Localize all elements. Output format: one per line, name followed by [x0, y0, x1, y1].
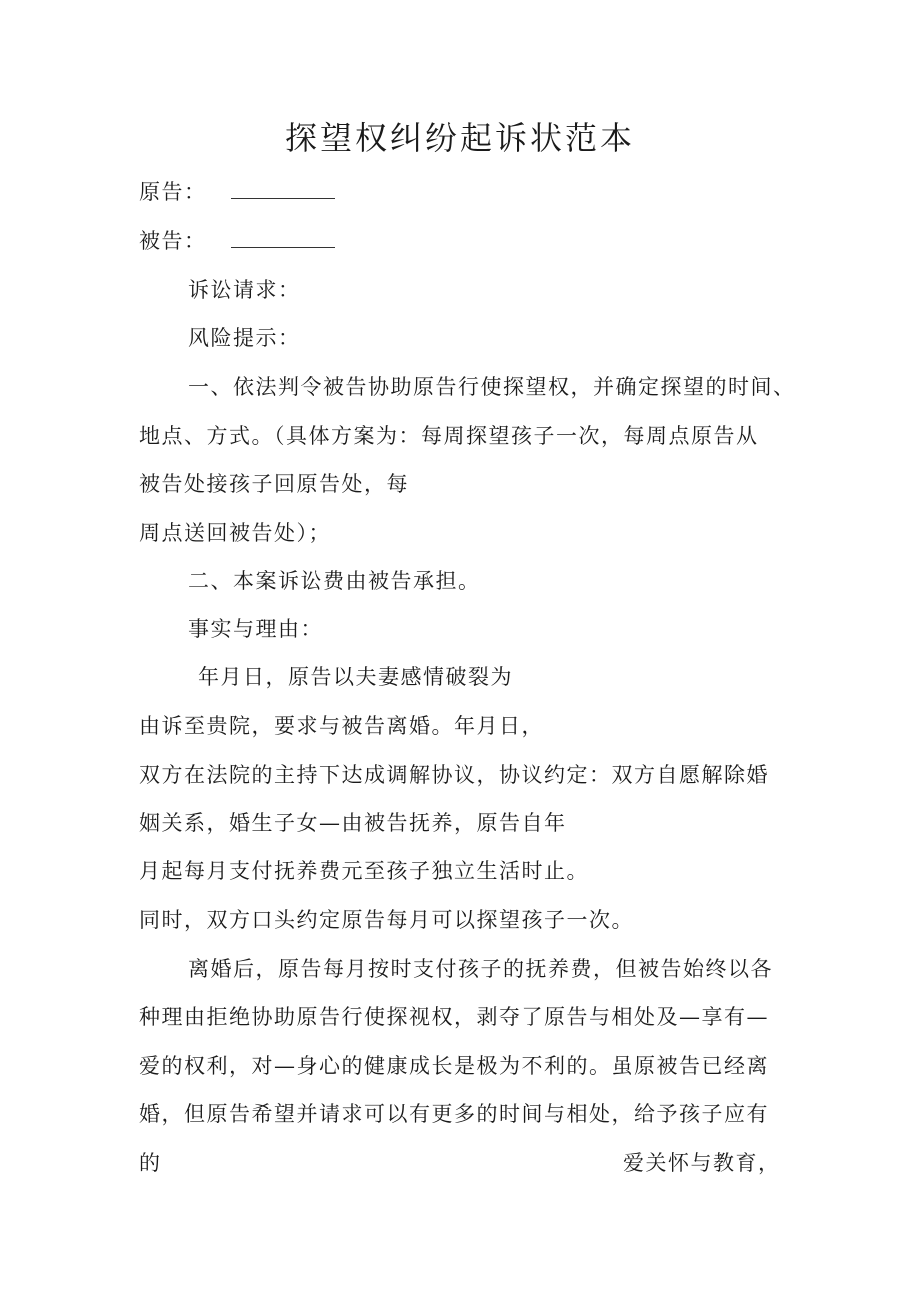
- paragraph-line-right-fragment: 爱关怀与教育，: [623, 1151, 781, 1175]
- paragraph-line: 一、依法判令被告协助原告行使探望权，并确定探望的时间、: [188, 375, 796, 399]
- paragraph-line: 离婚后，原告每月按时支付孩子的抚养费，但被告始终以各: [188, 957, 773, 981]
- plaintiff-blank: [231, 178, 335, 199]
- document-title: 探望权纠纷起诉状范本: [284, 119, 635, 157]
- paragraph-line: 婚，但原告希望并请求可以有更多的时间与相处，给予孩子应有: [139, 1102, 769, 1126]
- paragraph-line: 的: [139, 1151, 162, 1175]
- paragraph-line: 二、本案诉讼费由被告承担。: [188, 569, 481, 593]
- heading-claims: 诉讼请求：: [188, 278, 301, 302]
- paragraph-line: 年月日，原告以夫妻感情破裂为: [198, 665, 513, 689]
- defendant-label: 被告：: [139, 229, 207, 253]
- heading-facts: 事实与理由：: [188, 617, 323, 641]
- plaintiff-line: [139, 177, 335, 207]
- paragraph-line: 地点、方式。（具体方案为：每周探望孩子一次，每周点原告从: [139, 424, 759, 448]
- paragraph-line: 周点送回被告处）；: [139, 521, 331, 545]
- paragraph-line: 同时，双方口头约定原告每月可以探望孩子一次。: [139, 908, 634, 932]
- paragraph-line: 姻关系，婚生子女—由被告抚养，原告自年: [139, 811, 567, 835]
- heading-risk: 风险提示：: [188, 326, 301, 350]
- paragraph-line: 爱的权利，对—身心的健康成长是极为不利的。虽原被告已经离: [139, 1054, 769, 1078]
- defendant-blank: [231, 227, 335, 248]
- defendant-line: [139, 226, 335, 256]
- paragraph-line: 双方在法院的主持下达成调解协议，协议约定：双方自愿解除婚: [139, 763, 769, 787]
- plaintiff-label: 原告：: [139, 180, 207, 204]
- paragraph-line: 月起每月支付抚养费元至孩子独立生活时止。: [139, 859, 589, 883]
- paragraph-line: 种理由拒绝协助原告行使探视权，剥夺了原告与相处及—享有—: [139, 1005, 769, 1029]
- paragraph-line: 被告处接孩子回原告处，每: [139, 472, 409, 496]
- paragraph-line: 由诉至贵院，要求与被告离婚。年月日，: [139, 714, 544, 738]
